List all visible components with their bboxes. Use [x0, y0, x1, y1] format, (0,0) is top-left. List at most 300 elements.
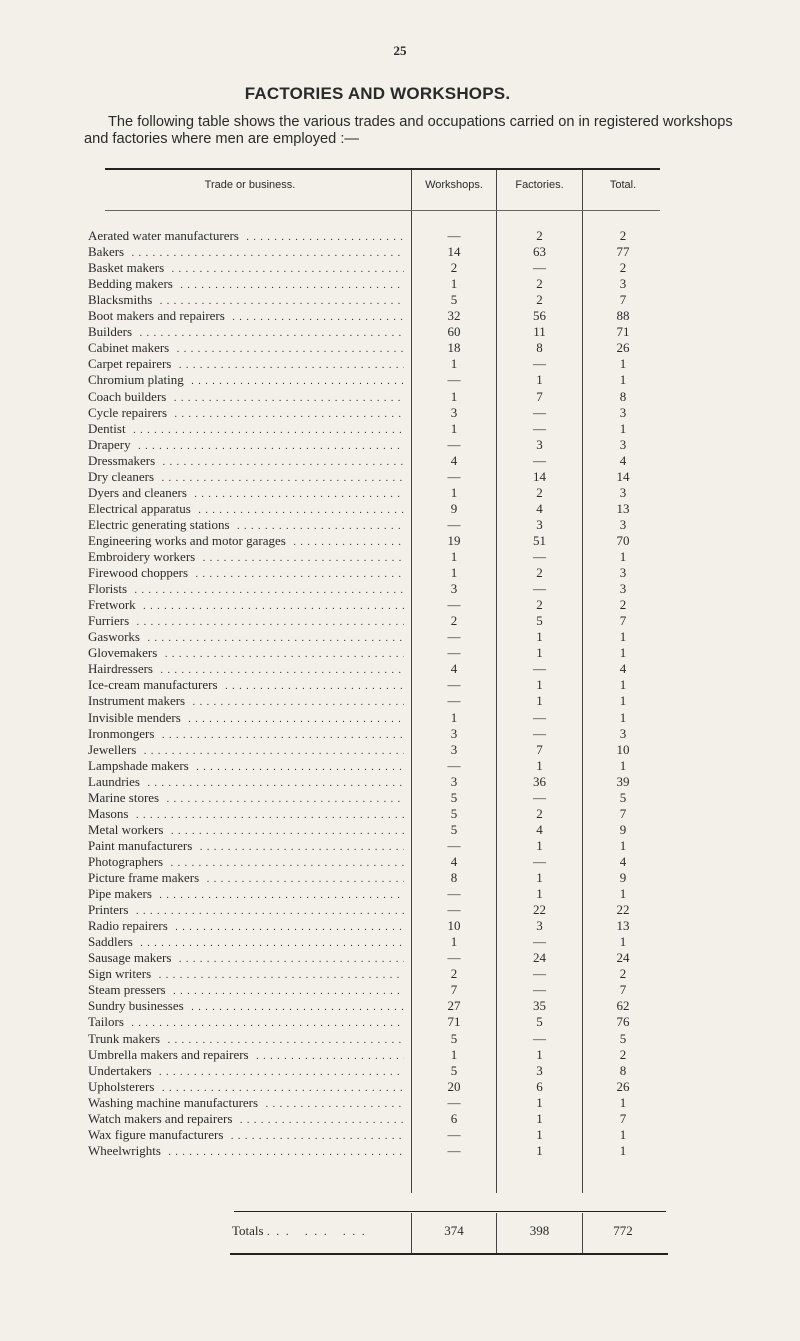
- trade-name: Saddlers . . .: [88, 934, 404, 950]
- table-row: [0, 292, 800, 308]
- trade-name: Undertakers . . .: [88, 1063, 404, 1079]
- total-count: 2: [619, 966, 627, 982]
- total-count: 1: [619, 356, 627, 372]
- trade-name: Instrument makers . . .: [88, 693, 404, 709]
- factories-count: —: [533, 356, 546, 372]
- workshops-count: 3: [450, 773, 458, 789]
- trade-name: Steam pressers . . .: [88, 982, 404, 998]
- trade-name: Metal workers . . .: [88, 822, 404, 838]
- trade-name: Dentist . . .: [88, 421, 404, 437]
- trade-name: Umbrella makers and repairers . . .: [88, 1047, 404, 1063]
- table-row: [0, 854, 800, 870]
- table-row: [0, 629, 800, 645]
- trade-name: Florists . . .: [88, 581, 404, 597]
- workshops-count: 2: [450, 260, 458, 276]
- workshops-count: —: [447, 902, 461, 918]
- total-count: 7: [619, 292, 627, 308]
- table-row: [0, 260, 800, 276]
- table-row: [0, 308, 800, 324]
- workshops-count: 1: [450, 934, 458, 950]
- factories-count: 1: [536, 1126, 543, 1142]
- table-row: [0, 1143, 800, 1159]
- table-row: [0, 870, 800, 886]
- workshops-count: 2: [450, 966, 458, 982]
- intro-paragraph: The following table shows the various trades and occupations carried on in registered workshops and factories where men are employed :—: [84, 114, 733, 147]
- factories-count: 11: [533, 324, 546, 340]
- factories-count: 35: [533, 998, 546, 1014]
- trade-name: Basket makers . . .: [88, 260, 404, 276]
- total-count: 70: [616, 532, 630, 548]
- table-row: [0, 1063, 800, 1079]
- table-row: [0, 597, 800, 613]
- total-count: 77: [616, 244, 630, 260]
- total-count: 62: [616, 998, 630, 1014]
- workshops-count: 14: [447, 244, 461, 260]
- table-row: [0, 485, 800, 501]
- trade-name: Washing machine manufacturers . . .: [88, 1095, 404, 1111]
- factories-count: 1: [536, 1046, 543, 1062]
- trade-name: Cycle repairers . . .: [88, 405, 404, 421]
- factories-count: 36: [533, 773, 546, 789]
- factories-count: —: [533, 661, 546, 677]
- workshops-count: 4: [450, 452, 458, 468]
- total-count: 1: [619, 420, 627, 436]
- total-count: 5: [619, 789, 627, 805]
- total-count: 1: [619, 709, 627, 725]
- workshops-count: 9: [450, 500, 458, 516]
- trade-name: Ironmongers . . .: [88, 726, 404, 742]
- total-count: 1: [619, 1094, 627, 1110]
- table-row: [0, 966, 800, 982]
- trade-name: Builders . . .: [88, 324, 404, 340]
- table-row: [0, 1095, 800, 1111]
- workshops-count: —: [447, 1126, 461, 1142]
- trade-name: Picture frame makers . . .: [88, 870, 404, 886]
- factories-count: 8: [536, 340, 543, 356]
- factories-count: 2: [536, 228, 543, 243]
- header-rule: [105, 210, 660, 211]
- workshops-count: 5: [450, 292, 458, 308]
- table-row: [0, 437, 800, 453]
- factories-count: 2: [536, 484, 543, 500]
- total-count: 3: [619, 565, 627, 581]
- page-number: 25: [393, 43, 407, 58]
- total-count: 1: [619, 549, 627, 564]
- page-title: FACTORIES AND WORKSHOPS.: [244, 84, 511, 103]
- trade-name: Sausage makers . . .: [88, 950, 404, 966]
- total-count: 3: [619, 484, 627, 500]
- trade-name: Cabinet makers . . .: [88, 340, 404, 356]
- table-row: [0, 1014, 800, 1030]
- factories-count: —: [533, 549, 546, 564]
- total-count: 1: [619, 677, 627, 693]
- factories-count: —: [533, 452, 546, 468]
- table-row: [0, 950, 800, 966]
- trade-name: Marine stores . . .: [88, 790, 404, 806]
- trade-name: Printers . . .: [88, 902, 404, 918]
- trade-name: Electrical apparatus . . .: [88, 501, 404, 517]
- trade-name: Radio repairers . . .: [88, 918, 404, 934]
- workshops-count: —: [447, 1094, 461, 1110]
- total-count: 22: [616, 902, 630, 918]
- total-count: 26: [616, 340, 630, 356]
- workshops-count: 1: [450, 420, 458, 436]
- factories-count: 1: [536, 645, 543, 661]
- table-row: [0, 1127, 800, 1143]
- trade-name: Blacksmiths . . .: [88, 292, 404, 308]
- factories-count: 56: [533, 308, 546, 324]
- total-count: 1: [619, 693, 627, 709]
- factories-count: 3: [536, 436, 543, 452]
- workshops-count: 3: [450, 741, 458, 757]
- table-row: [0, 742, 800, 758]
- trade-name: Dry cleaners . . .: [88, 469, 404, 485]
- workshops-count: 4: [450, 853, 458, 869]
- workshops-count: 2: [450, 613, 458, 629]
- trade-name: Upholsterers . . .: [88, 1079, 404, 1095]
- workshops-count: —: [447, 677, 461, 693]
- factories-count: —: [533, 725, 546, 741]
- trade-name: Bedding makers . . .: [88, 276, 404, 292]
- table-row: [0, 389, 800, 405]
- table-row: [0, 726, 800, 742]
- workshops-count: 3: [450, 581, 458, 597]
- total-count: 5: [619, 1030, 627, 1046]
- table-row: [0, 581, 800, 597]
- workshops-count: —: [447, 757, 461, 773]
- table-row: [0, 276, 800, 292]
- table-row: [0, 405, 800, 421]
- total-count: 26: [616, 1078, 630, 1094]
- workshops-count: 1: [450, 484, 458, 500]
- factories-count: 1: [536, 629, 543, 645]
- workshops-count: —: [447, 468, 461, 484]
- trade-name: Masons . . .: [88, 806, 404, 822]
- total-count: 3: [619, 276, 627, 292]
- table-row: [0, 324, 800, 340]
- table-row: [0, 758, 800, 774]
- factories-count: —: [533, 420, 546, 436]
- trade-name: Sign writers . . .: [88, 966, 404, 982]
- factories-count: 22: [533, 902, 546, 918]
- workshops-count: 19: [447, 532, 461, 548]
- trade-name: Dressmakers . . .: [88, 453, 404, 469]
- factories-count: 51: [533, 532, 546, 548]
- trade-name: Invisible menders . . .: [88, 710, 404, 726]
- factories-count: 3: [536, 516, 543, 532]
- workshops-count: 1: [450, 709, 458, 725]
- total-count: 1: [619, 372, 627, 388]
- trade-name: Firewood choppers . . .: [88, 565, 404, 581]
- total-count: 9: [619, 821, 627, 837]
- trade-name: Chromium plating . . .: [88, 372, 404, 388]
- total-count: 4: [619, 452, 627, 468]
- workshops-count: 5: [450, 821, 458, 837]
- workshops-count: 1: [450, 356, 458, 372]
- total-count: 9: [619, 870, 627, 885]
- factories-count: 1: [536, 1110, 543, 1126]
- workshops-count: —: [447, 436, 461, 452]
- total-count: 7: [619, 613, 627, 629]
- table-row: [0, 774, 800, 790]
- table-row: [0, 822, 800, 838]
- workshops-count: —: [447, 886, 461, 902]
- trade-name: Furriers . . .: [88, 613, 404, 629]
- workshops-count: 5: [450, 789, 458, 805]
- table-row: [0, 372, 800, 388]
- workshops-count: —: [447, 645, 461, 661]
- trade-name: Paint manufacturers . . .: [88, 838, 404, 854]
- trade-name: Drapery . . .: [88, 437, 404, 453]
- factories-count: 3: [536, 918, 543, 934]
- factories-count: 14: [533, 468, 546, 484]
- total-count: 13: [616, 500, 630, 516]
- workshops-count: —: [447, 950, 461, 966]
- factories-count: —: [533, 581, 546, 597]
- factories-count: 2: [536, 292, 543, 308]
- trade-name: Bakers . . .: [88, 244, 404, 260]
- total-count: 2: [619, 1046, 627, 1062]
- totals-factories: 398: [529, 1223, 550, 1238]
- total-count: 3: [619, 725, 627, 741]
- factories-count: —: [533, 789, 546, 805]
- trade-name: Sundry businesses . . .: [88, 998, 404, 1014]
- trade-name: Watch makers and repairers . . .: [88, 1111, 404, 1127]
- table-row: [0, 693, 800, 709]
- total-count: 1: [619, 629, 627, 645]
- factories-count: 1: [536, 886, 543, 902]
- table-row: [0, 934, 800, 950]
- factories-count: 3: [536, 1062, 543, 1078]
- workshops-count: 32: [447, 308, 461, 324]
- table-row: [0, 549, 800, 565]
- total-count: 3: [619, 404, 627, 420]
- total-count: 2: [619, 260, 627, 276]
- workshops-count: —: [447, 837, 461, 853]
- table-row: [0, 790, 800, 806]
- factories-count: 2: [536, 565, 543, 581]
- trade-name: Dyers and cleaners . . .: [88, 485, 404, 501]
- total-count: 1: [619, 1126, 627, 1142]
- total-count: 10: [616, 741, 630, 757]
- factories-count: 63: [533, 244, 546, 260]
- total-count: 1: [619, 1142, 627, 1158]
- trade-name: Ice-cream manufacturers . . .: [88, 677, 404, 693]
- factories-count: 1: [536, 837, 543, 853]
- totals-row: [0, 1222, 800, 1240]
- header-total: Total.: [609, 179, 637, 191]
- workshops-count: 4: [450, 661, 458, 677]
- factories-count: 24: [533, 950, 546, 966]
- workshops-count: 1: [450, 549, 458, 564]
- workshops-count: —: [447, 693, 461, 709]
- total-count: 2: [619, 228, 627, 243]
- totals-label: Totals . . . . . . . . .: [232, 1223, 367, 1238]
- total-count: 1: [619, 886, 627, 902]
- workshops-count: 5: [450, 1062, 458, 1078]
- factories-count: —: [533, 966, 546, 982]
- total-count: 3: [619, 436, 627, 452]
- total-count: 14: [616, 468, 630, 484]
- total-count: 1: [619, 837, 627, 853]
- factories-count: —: [533, 853, 546, 869]
- trade-name: Lampshade makers . . .: [88, 758, 404, 774]
- factories-count: —: [533, 982, 546, 998]
- total-count: 7: [619, 982, 627, 998]
- workshops-count: 3: [450, 404, 458, 420]
- trade-name: Jewellers . . .: [88, 742, 404, 758]
- table-row: [0, 356, 800, 372]
- trade-name: Embroidery workers . . .: [88, 549, 404, 565]
- trade-name: Gasworks . . .: [88, 629, 404, 645]
- table-row: [0, 838, 800, 854]
- table-row: [0, 340, 800, 356]
- table-bottom-rule: [230, 1253, 668, 1255]
- table-row: [0, 244, 800, 260]
- factories-count: 1: [536, 757, 543, 773]
- total-count: 1: [619, 645, 627, 661]
- trade-name: Glovemakers . . .: [88, 645, 404, 661]
- totals-rule: [234, 1211, 666, 1212]
- table-row: [0, 501, 800, 517]
- table-row: [0, 998, 800, 1014]
- workshops-count: 1: [450, 1046, 458, 1062]
- table-row: [0, 710, 800, 726]
- table-row: [0, 613, 800, 629]
- trade-name: Laundries . . .: [88, 774, 404, 790]
- trade-name: Fretwork . . .: [88, 597, 404, 613]
- total-count: 71: [616, 324, 630, 340]
- trade-name: Wax figure manufacturers . . .: [88, 1127, 404, 1143]
- workshops-count: —: [447, 516, 461, 532]
- table-row: [0, 806, 800, 822]
- trade-name: Tailors . . .: [88, 1014, 404, 1030]
- table-row: [0, 1111, 800, 1127]
- factories-count: 7: [536, 388, 543, 404]
- trade-name: Wheelwrights . . .: [88, 1143, 404, 1159]
- workshops-count: 60: [447, 324, 461, 340]
- table-row: [0, 565, 800, 581]
- workshops-count: 71: [447, 1014, 461, 1030]
- total-count: 4: [619, 853, 627, 869]
- trade-name: Boot makers and repairers . . .: [88, 308, 404, 324]
- header-factories: Factories.: [515, 179, 564, 191]
- trade-name: Aerated water manufacturers . . .: [88, 228, 404, 244]
- total-count: 1: [619, 934, 627, 950]
- table-row: [0, 645, 800, 661]
- total-count: 24: [616, 950, 630, 966]
- workshops-count: 5: [450, 1030, 458, 1046]
- factories-count: —: [533, 709, 546, 725]
- trade-name: Coach builders . . .: [88, 389, 404, 405]
- trade-name: Electric generating stations . . .: [88, 517, 404, 533]
- workshops-count: 3: [450, 725, 458, 741]
- table-row: [0, 421, 800, 437]
- factories-count: 1: [536, 870, 543, 885]
- trade-name: Engineering works and motor garages . . .: [88, 533, 404, 549]
- workshops-count: 1: [450, 276, 458, 292]
- workshops-count: 20: [447, 1078, 461, 1094]
- workshops-count: 5: [450, 805, 458, 821]
- factories-count: 6: [536, 1078, 543, 1094]
- table-row: [0, 918, 800, 934]
- trade-name: Carpet repairers . . .: [88, 356, 404, 372]
- factories-count: 1: [536, 372, 543, 388]
- factories-count: 5: [536, 613, 543, 629]
- factories-count: 5: [536, 1014, 543, 1030]
- table-row: [0, 677, 800, 693]
- workshops-count: 27: [447, 998, 461, 1014]
- factories-count: —: [533, 1030, 546, 1046]
- factories-count: 4: [536, 821, 543, 837]
- workshops-count: 6: [450, 1110, 458, 1126]
- total-count: 13: [616, 918, 630, 934]
- workshops-count: 1: [450, 388, 458, 404]
- factories-count: 7: [536, 741, 543, 757]
- totals-workshops: 374: [444, 1223, 464, 1238]
- factories-count: 2: [536, 597, 543, 613]
- factories-count: —: [533, 260, 546, 276]
- factories-count: 1: [536, 1142, 543, 1158]
- trade-name: Trunk makers . . .: [88, 1031, 404, 1047]
- total-count: 7: [619, 805, 627, 821]
- factories-count: —: [533, 934, 546, 950]
- workshops-count: —: [447, 228, 461, 243]
- factories-count: 1: [536, 1094, 543, 1110]
- total-count: 88: [616, 308, 630, 324]
- total-count: 3: [619, 516, 627, 532]
- table-row: [0, 982, 800, 998]
- total-count: 3: [619, 581, 627, 597]
- table-row: [0, 453, 800, 469]
- workshops-count: —: [447, 1142, 461, 1158]
- trade-name: Hairdressers . . .: [88, 661, 404, 677]
- factories-count: 2: [536, 805, 543, 821]
- factories-count: 2: [536, 276, 543, 292]
- workshops-count: 1: [450, 565, 458, 581]
- workshops-count: 10: [447, 918, 461, 934]
- total-count: 4: [619, 661, 627, 677]
- table-row: [0, 533, 800, 549]
- total-count: 7: [619, 1110, 627, 1126]
- header-trade: Trade or business.: [204, 179, 296, 191]
- table-row: [0, 886, 800, 902]
- total-count: 8: [619, 388, 627, 404]
- total-count: 1: [619, 757, 627, 773]
- total-count: 39: [616, 773, 630, 789]
- table-row: [0, 902, 800, 918]
- total-count: 8: [619, 1062, 627, 1078]
- workshops-count: 18: [447, 340, 461, 356]
- total-count: 2: [619, 597, 627, 613]
- factories-count: 1: [536, 693, 543, 709]
- workshops-count: 7: [450, 982, 458, 998]
- factories-count: 1: [536, 677, 543, 693]
- factories-count: 4: [536, 500, 543, 516]
- table-row: [0, 1047, 800, 1063]
- totals-total: 772: [613, 1223, 633, 1238]
- total-count: 76: [616, 1014, 630, 1030]
- workshops-count: —: [447, 629, 461, 645]
- table-row: [0, 1031, 800, 1047]
- table-row: [0, 661, 800, 677]
- factories-count: —: [533, 404, 546, 420]
- table-row: [0, 1079, 800, 1095]
- table-row: [0, 517, 800, 533]
- table-row: [0, 469, 800, 485]
- workshops-count: —: [447, 597, 461, 613]
- workshops-count: 8: [450, 870, 458, 885]
